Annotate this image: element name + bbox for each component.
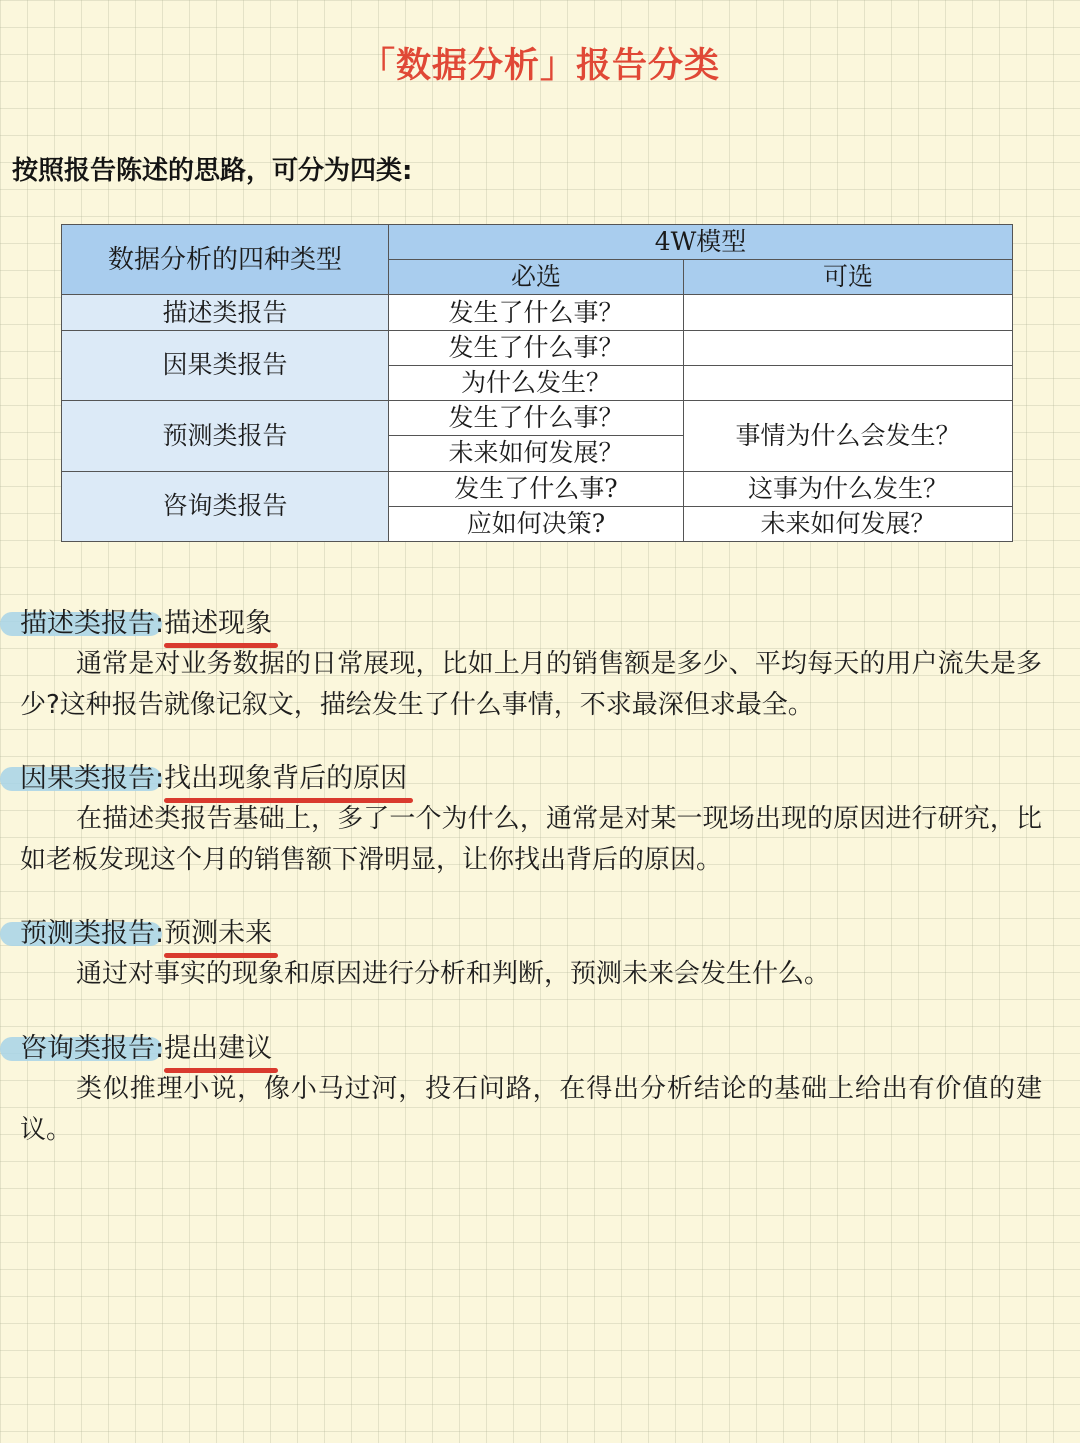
section-body: 通过对事实的现象和原因进行分析和判断，预测未来会发生什么。 — [76, 959, 831, 989]
section-body: 通常是对业务数据的日常展现，比如上月的销售额是多少、平均每天的用户流失是多少?这种报告就像记叙文，描绘发生了什么事情，不求最深但求最全。 — [20, 649, 1042, 720]
topic-underline — [164, 953, 278, 958]
header-report-type: 数据分析的四种类型 — [62, 225, 389, 295]
cell-consult-optional-2: 未来如何发展？ — [684, 506, 1013, 541]
cell-consult-required-2: 应如何决策? — [389, 506, 684, 541]
cell-consult-optional-1: 这事为什么发生？ — [684, 471, 1013, 506]
header-optional: 可选 — [684, 260, 1013, 295]
section-label: 因果类报告: — [20, 763, 165, 794]
cell-describe-optional-1 — [684, 295, 1013, 330]
section-topic: 描述现象 — [164, 608, 273, 639]
section-label: 咨询类报告: — [20, 1033, 165, 1064]
cell-consult-required-1: 发生了什么事? — [389, 471, 684, 506]
row-type-causal: 因果类报告 — [62, 330, 389, 400]
section-label: 描述类报告: — [20, 608, 165, 639]
intro-text: 按照报告陈述的思路，可分为四类: — [12, 156, 413, 186]
section-topic: 提出建议 — [164, 1033, 273, 1064]
header-required: 必选 — [389, 260, 684, 295]
section-predict — [0, 914, 1080, 995]
row-type-describe: 描述类报告 — [62, 295, 389, 330]
cell-predict-optional: 事情为什么会发生？ — [684, 401, 1013, 471]
section-heading — [0, 1029, 1080, 1069]
section-body: 类似推理小说，像小马过河，投石问路，在得出分析结论的基础上给出有价值的建议。 — [20, 1074, 1042, 1145]
section-topic: 找出现象背后的原因 — [164, 763, 408, 794]
section-topic: 预测未来 — [164, 918, 273, 949]
topic-underline — [164, 798, 413, 803]
page-title: 「数据分析」报告分类 — [359, 46, 720, 86]
header-4w-model: 4W模型 — [389, 225, 1013, 260]
row-type-consult: 咨询类报告 — [62, 471, 389, 541]
cell-predict-required-2: 未来如何发展？ — [389, 436, 684, 471]
topic-underline — [164, 643, 278, 648]
section-causal — [0, 759, 1080, 881]
cell-causal-optional-2 — [684, 365, 1013, 400]
section-consult — [0, 1029, 1080, 1151]
section-describe — [0, 604, 1080, 726]
cell-causal-required-1: 发生了什么事？ — [389, 330, 684, 365]
cell-predict-required-1: 发生了什么事？ — [389, 401, 684, 436]
topic-underline — [164, 1068, 278, 1073]
four-w-model-table — [61, 224, 1013, 542]
cell-causal-required-2: 为什么发生？ — [389, 365, 684, 400]
row-type-predict: 预测类报告 — [62, 401, 389, 471]
section-label: 预测类报告: — [20, 918, 165, 949]
section-heading — [0, 914, 1080, 954]
section-body: 在描述类报告基础上，多了一个为什么，通常是对某一现场出现的原因进行研究，比如老板发现这个月的销售额下滑明显，让你找出背后的原因。 — [20, 804, 1042, 875]
cell-describe-required-1: 发生了什么事？ — [389, 295, 684, 330]
cell-causal-optional-1 — [684, 330, 1013, 365]
section-heading — [0, 759, 1080, 799]
section-heading — [0, 604, 1080, 644]
